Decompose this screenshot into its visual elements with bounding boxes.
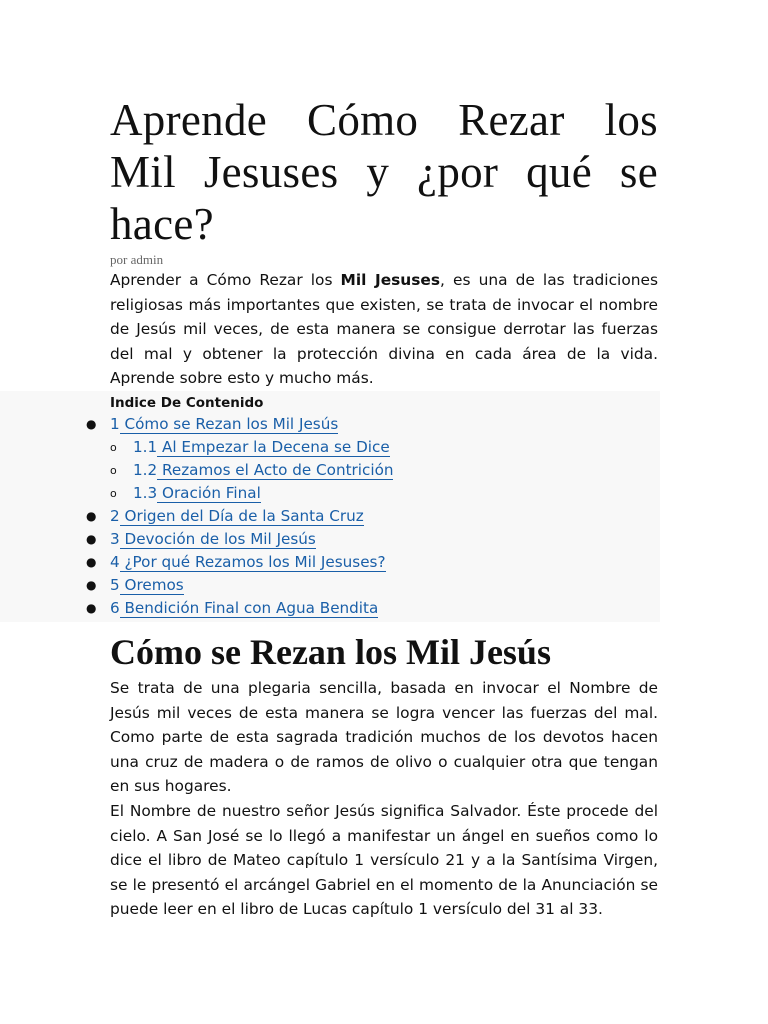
section-paragraph-1: Se trata de una plegaria sencilla, basada en invocar el Nombre de Jesús mil veces de esta manera se logra vencer las fuerzas del mal. Como parte de esta sagrada tradición muchos de los devotos hacen una cruz de madera o de ramos de olivo o cualquier otra que tengan en sus hogares. — [110, 678, 658, 796]
toc-title: Indice De Contenido — [110, 394, 264, 411]
intro-text-bold: Mil Jesuses — [340, 271, 441, 289]
bullet-icon: o — [110, 463, 117, 477]
page-title: Aprende Cómo Rezar los Mil Jesuses y ¿por qué se hace? — [110, 95, 658, 249]
intro-text-after: , es una de las tradiciones religiosas más importantes que existen, se trata de invocar el nombre de Jesús mil veces, de esta manera se consigue derrotar las fuerzas del mal y obtener la protección divina en cada área de la vida. Aprende sobre esto y mucho más. — [110, 271, 658, 388]
toc-item-number: 5 — [110, 575, 120, 594]
bullet-icon: ● — [86, 577, 97, 592]
toc-item-number: 1.3 — [133, 483, 158, 502]
bullet-icon: ● — [86, 531, 97, 546]
toc-item-number: 1 — [110, 414, 120, 433]
toc-item[interactable] — [0, 436, 660, 459]
toc-item[interactable] — [0, 505, 660, 528]
toc-item-label: Cómo se Rezan los Mil Jesús — [119, 414, 339, 433]
toc-item[interactable] — [0, 597, 660, 620]
toc-item-number: 1.1 — [133, 437, 158, 456]
bullet-icon: o — [110, 486, 117, 500]
bullet-icon: o — [110, 440, 117, 454]
toc-link[interactable] — [133, 484, 261, 503]
intro-text-before: Aprender a Cómo Rezar los — [110, 271, 341, 289]
toc-item[interactable] — [0, 551, 660, 574]
article — [86, 84, 658, 922]
table-of-contents — [0, 391, 660, 622]
bullet-icon: ● — [86, 416, 97, 431]
toc-link[interactable] — [110, 415, 338, 434]
toc-item-label: Oremos — [119, 575, 184, 594]
bullet-icon: ● — [86, 600, 97, 615]
toc-link[interactable] — [133, 461, 393, 480]
toc-item-number: 6 — [110, 598, 120, 617]
toc-item-label: Origen del Día de la Santa Cruz — [119, 506, 364, 525]
toc-item[interactable] — [0, 459, 660, 482]
toc-item-label: Devoción de los Mil Jesús — [119, 529, 316, 548]
toc-item-label: Rezamos el Acto de Contrición — [157, 460, 394, 479]
author-byline: por admin — [110, 252, 164, 267]
section-paragraph-2: El Nombre de nuestro señor Jesús significa Salvador. Éste procede del cielo. A San José se lo llegó a manifestar un ángel en sueños como lo dice el libro de Mateo capítulo 1 versículo 21 y a la Santísima Virgen, se le presentó el arcángel Gabriel en el momento de la Anunciación se puede leer en el libro de Lucas capítulo 1 versículo del 31 al 33. — [110, 801, 658, 919]
toc-link[interactable] — [110, 553, 386, 572]
toc-item-label: Bendición Final con Agua Bendita — [119, 598, 379, 617]
toc-link[interactable] — [110, 576, 184, 595]
toc-item-number: 4 — [110, 552, 120, 571]
toc-list — [0, 413, 660, 620]
toc-item-label: Al Empezar la Decena se Dice — [157, 437, 390, 456]
toc-item-label: ¿Por qué Rezamos los Mil Jesuses? — [119, 552, 386, 571]
intro-paragraph — [110, 268, 658, 391]
toc-item-number: 1.2 — [133, 460, 158, 479]
toc-link[interactable] — [110, 507, 364, 526]
bullet-icon: ● — [86, 554, 97, 569]
toc-link[interactable] — [133, 438, 390, 457]
toc-item[interactable] — [0, 413, 660, 436]
toc-item-number: 3 — [110, 529, 120, 548]
toc-item[interactable] — [0, 574, 660, 597]
bullet-icon: ● — [86, 508, 97, 523]
toc-item[interactable] — [0, 482, 660, 505]
toc-link[interactable] — [110, 530, 316, 549]
toc-item-label: Oración Final — [157, 483, 261, 502]
section-heading: Cómo se Rezan los Mil Jesús — [110, 631, 551, 672]
toc-item-number: 2 — [110, 506, 120, 525]
toc-link[interactable] — [110, 599, 378, 618]
toc-item[interactable] — [0, 528, 660, 551]
